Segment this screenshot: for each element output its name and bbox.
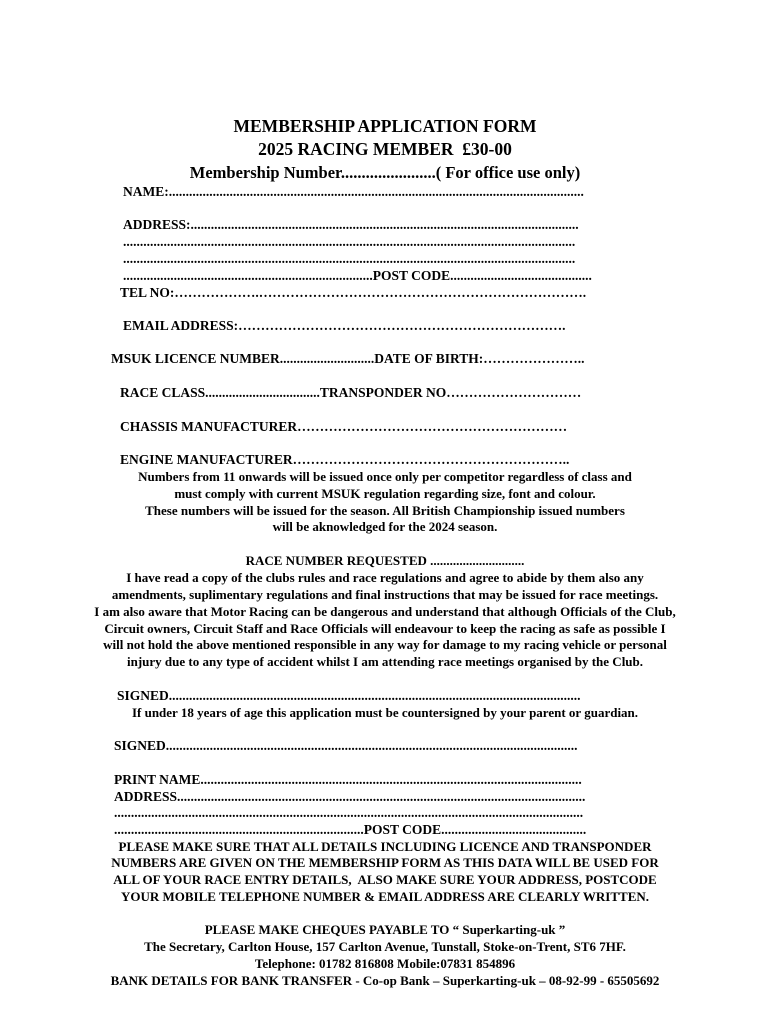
form-title: MEMBERSHIP APPLICATION FORM: [233, 116, 537, 136]
numbers-notice-line: must comply with current MSUK regulation regarding size, font and colour.: [174, 486, 596, 501]
declaration-line: injury due to any type of accident whilst I am attending race meetings organised by the Club.: [126, 654, 644, 669]
declaration-line: Circuit owners, Circuit Staff and Race Officials will endeavour to keep the racing as safe as possible I: [104, 621, 666, 636]
declaration-line: I have read a copy of the clubs rules and race regulations and agree to abide by them also any: [126, 570, 644, 585]
telephone-line: Telephone: 01782 816808 Mobile:07831 854896: [254, 956, 516, 971]
address-field-line-1: ADDRESS:...................................................................................................................: [123, 217, 579, 232]
name-field: NAME:...........................................................................................................................: [123, 184, 584, 199]
cheques-payable: PLEASE MAKE CHEQUES PAYABLE TO “ Superkarting-uk ”: [204, 922, 566, 937]
licence-dob-field: MSUK LICENCE NUMBER............................DATE OF BIRTH:…………………..: [111, 351, 585, 366]
engine-field: ENGINE MANUFACTURER……………………………………………………..: [120, 452, 570, 467]
secretary-address: The Secretary, Carlton House, 157 Carlton Avenue, Tunstall, Stoke-on-Trent, ST6 7HF.: [144, 939, 626, 954]
membership-number-line: Membership Number.......................( For office use only): [189, 163, 581, 182]
address-field-line-2: ......................................................................................................................................: [123, 234, 576, 249]
address-field-line-3: ......................................................................................................................................: [123, 251, 576, 266]
chassis-field: CHASSIS MANUFACTURER……………………………………………………: [120, 419, 568, 434]
race-number-requested: RACE NUMBER REQUESTED .............................: [245, 553, 525, 568]
declaration-line: amendments, suplimentary regulations and final instructions that may be issued for race meetings.: [111, 587, 659, 602]
warning-line: PLEASE MAKE SURE THAT ALL DETAILS INCLUDING LICENCE AND TRANSPONDER: [118, 839, 652, 854]
guardian-address-line-2: ...........................................................................................................................................: [114, 805, 584, 820]
address-postcode-line: ..........................................................................POST CODE..........................................: [123, 268, 592, 283]
guardian-address-line-1: ADDRESS.........................................................................................................................: [114, 789, 586, 804]
tel-field: TEL NO:……………….……………………………………………………………….: [120, 285, 587, 300]
signed-field: SIGNED..........................................................................................................................: [117, 688, 581, 703]
warning-line: ALL OF YOUR RACE ENTRY DETAILS, ALSO MAKE SURE YOUR ADDRESS, POSTCODE: [113, 872, 657, 887]
numbers-notice-line: Numbers from 11 onwards will be issued once only per competitor regardless of class and: [138, 469, 632, 484]
declaration-line: I am also aware that Motor Racing can be dangerous and understand that although Officials of the Club,: [94, 604, 676, 619]
numbers-notice-line: will be aknowledged for the 2024 season.: [272, 519, 498, 534]
form-subtitle: 2025 RACING MEMBER £30-00: [258, 139, 512, 159]
race-class-transponder-field: RACE CLASS..................................TRANSPONDER NO…………………………: [120, 385, 582, 400]
countersigned-field: SIGNED..........................................................................................................................: [114, 738, 578, 753]
numbers-notice-line: These numbers will be issued for the season. All British Championship issued numbers: [145, 503, 625, 518]
bank-details: BANK DETAILS FOR BANK TRANSFER - Co-op Bank – Superkarting-uk – 08-92-99 - 65505692: [110, 973, 660, 988]
under-18-notice: If under 18 years of age this application must be countersigned by your parent or guardian.: [131, 705, 639, 720]
declaration-line: will not hold the above mentioned responsible in any way for damage to my racing vehicle or personal: [103, 637, 667, 652]
warning-line: YOUR MOBILE TELEPHONE NUMBER & EMAIL ADDRESS ARE CLEARLY WRITTEN.: [120, 889, 650, 904]
warning-line: NUMBERS ARE GIVEN ON THE MEMBERSHIP FORM AS THIS DATA WILL BE USED FOR: [111, 855, 659, 870]
print-name-field: PRINT NAME.................................................................................................................: [114, 772, 582, 787]
guardian-postcode-line: ..........................................................................POST CODE...........................................: [114, 822, 587, 837]
email-field: EMAIL ADDRESS:……………………………………………………………….: [123, 318, 566, 333]
